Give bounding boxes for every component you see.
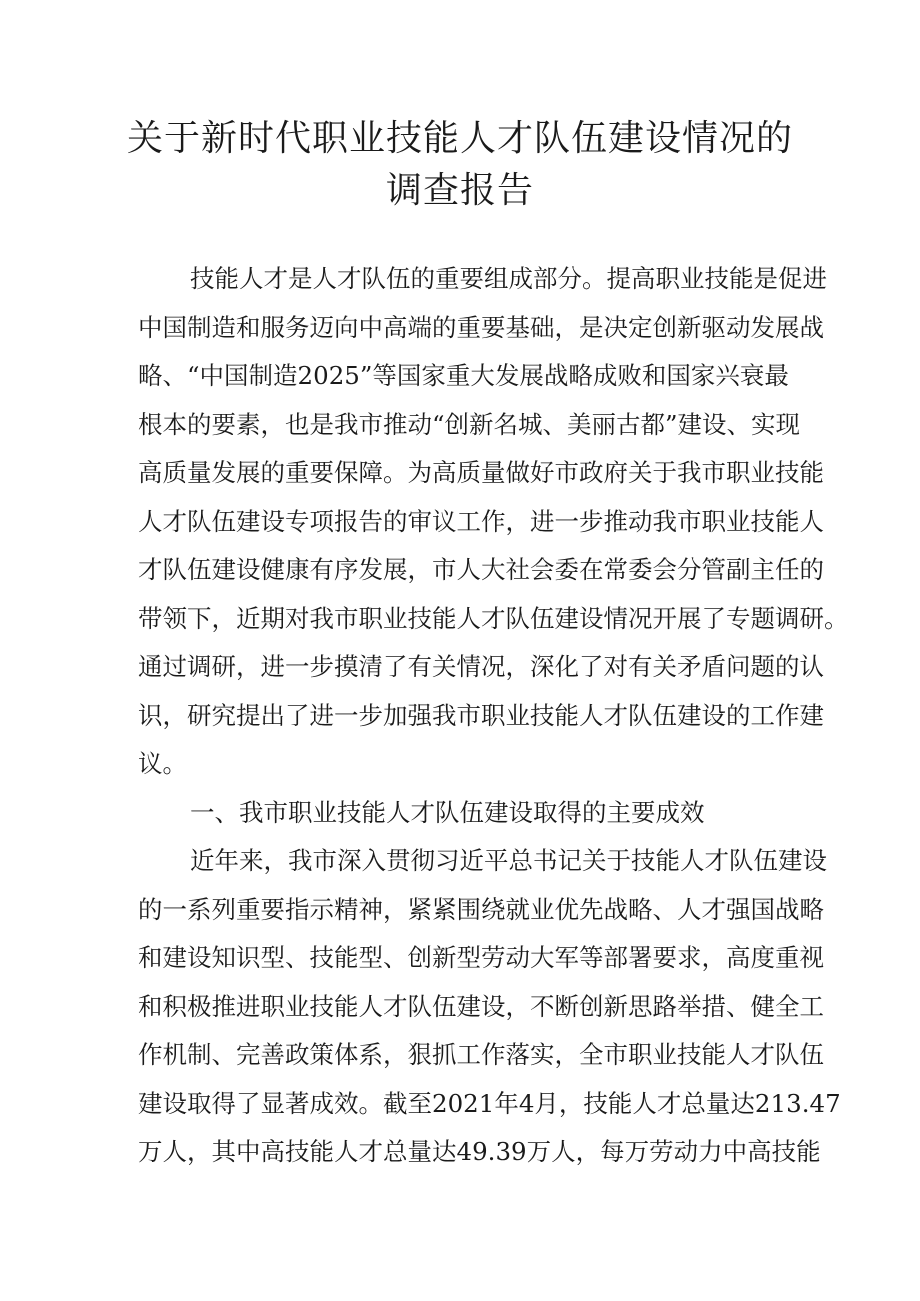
paragraph-line: 的一系列重要指示精神，紧紧围绕就业优先战略、人才强国战略 <box>138 894 824 924</box>
paragraph-line: 作机制、完善政策体系，狠抓工作落实，全市职业技能人才队伍 <box>138 1040 824 1069</box>
paragraph-line: 人才队伍建设专项报告的审议工作，进一步推动我市职业技能人 <box>138 506 824 536</box>
paragraph-line: 根本的要素，也是我市推动“创新名城、美丽古都”建设、实现 <box>138 409 801 439</box>
paragraph-line: 技能人才是人才队伍的重要组成部分。提高职业技能是促进 <box>190 264 827 293</box>
paragraph-line: 识，研究提出了进一步加强我市职业技能人才队伍建设的工作建 <box>138 700 824 730</box>
document-title <box>100 113 820 217</box>
paragraph-line: 议。 <box>138 749 187 778</box>
document-body <box>138 255 849 1177</box>
paragraph-line: 通过调研，进一步摸清了有关情况，深化了对有关矛盾问题的认 <box>138 652 824 681</box>
paragraph-line: 建设取得了显著成效。截至2021年4月，技能人才总量达213.47 <box>138 1088 841 1118</box>
paragraph-line: 近年来，我市深入贯彻习近平总书记关于技能人才队伍建设 <box>190 846 827 875</box>
section-heading: 一、我市职业技能人才队伍建设取得的主要成效 <box>190 797 705 827</box>
intro-paragraph <box>138 255 849 789</box>
paragraph-line: 带领下，近期对我市职业技能人才队伍建设情况开展了专题调研。 <box>138 603 849 633</box>
title-line-1: 关于新时代职业技能人才队伍建设情况的 <box>126 118 793 159</box>
achievements-paragraph <box>138 837 841 1177</box>
paragraph-line: 万人，其中高技能人才总量达49.39万人，每万劳动力中高技能 <box>138 1137 821 1166</box>
paragraph-line: 和建设知识型、技能型、创新型劳动大军等部署要求，高度重视 <box>138 943 824 972</box>
paragraph-line: 中国制造和服务迈向中高端的重要基础，是决定创新驱动发展战 <box>138 312 824 342</box>
paragraph-line: 和积极推进职业技能人才队伍建设，不断创新思路举措、健全工 <box>138 991 824 1021</box>
paragraph-line: 才队伍建设健康有序发展，市人大社会委在常委会分管副主任的 <box>138 555 824 584</box>
paragraph-line: 高质量发展的重要保障。为高质量做好市政府关于我市职业技能 <box>138 458 824 487</box>
paragraph-line: 略、“中国制造2025”等国家重大发展战略成败和国家兴衰最 <box>138 361 789 390</box>
title-line-2: 调查报告 <box>385 170 534 211</box>
